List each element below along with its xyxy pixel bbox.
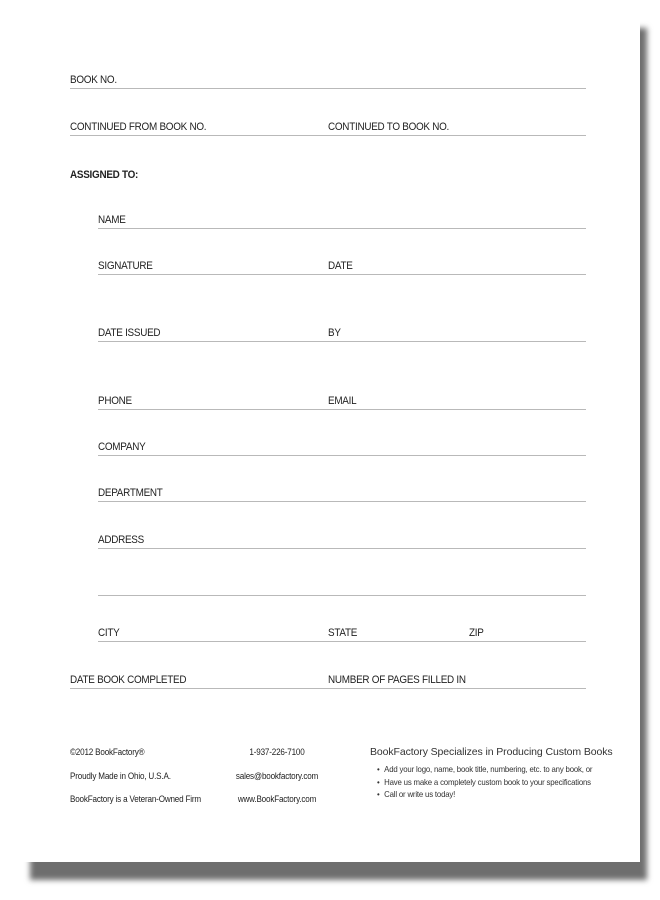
veteran-text: BookFactory is a Veteran-Owned Firm: [70, 794, 202, 804]
by-label: BY: [328, 327, 341, 339]
promo-list: [377, 763, 611, 801]
address-label: ADDRESS: [98, 534, 144, 546]
name-label: NAME: [98, 214, 126, 226]
phone-label: PHONE: [98, 395, 132, 407]
continued-from-field[interactable]: [70, 115, 586, 136]
book-no-label: BOOK NO.: [70, 74, 117, 86]
name-field[interactable]: [98, 208, 586, 229]
copyright-text: ©2012 BookFactory®: [70, 747, 145, 757]
date-issued-field[interactable]: [98, 321, 586, 342]
footer-email[interactable]: sales@bookfactory.com: [235, 771, 319, 781]
promo-item: • Have us make a completely custom book to your specifications: [377, 776, 592, 789]
promo-item: • Add your logo, name, book title, numbering, etc. to any book, or: [377, 763, 592, 776]
company-label: COMPANY: [98, 441, 146, 453]
phone-field[interactable]: [98, 389, 586, 410]
department-field[interactable]: [98, 481, 586, 502]
date-completed-field[interactable]: [70, 668, 586, 689]
footer-phone: 1-937-226-7100: [249, 747, 305, 757]
form-page: [22, 20, 640, 862]
signature-label: SIGNATURE: [98, 260, 153, 272]
footer-website[interactable]: www.BookFactory.com: [237, 794, 317, 804]
date-issued-label: DATE ISSUED: [98, 327, 161, 339]
zip-label: ZIP: [469, 627, 484, 639]
address-field[interactable]: [98, 528, 586, 549]
continued-from-label: CONTINUED FROM BOOK NO.: [70, 121, 207, 133]
promo-title: BookFactory Specializes in Producing Custom Books: [370, 746, 613, 758]
department-label: DEPARTMENT: [98, 487, 163, 499]
assigned-to-heading: ASSIGNED TO:: [70, 169, 139, 181]
state-label: STATE: [328, 627, 358, 639]
book-no-field[interactable]: [70, 68, 586, 89]
continued-to-label: CONTINUED TO BOOK NO.: [328, 121, 450, 133]
city-field[interactable]: [98, 621, 586, 642]
company-field[interactable]: [98, 435, 586, 456]
pages-filled-label: NUMBER OF PAGES FILLED IN: [328, 674, 466, 686]
made-in-text: Proudly Made in Ohio, U.S.A.: [70, 771, 171, 781]
email-label: EMAIL: [328, 395, 357, 407]
date-label: DATE: [328, 260, 353, 272]
date-completed-label: DATE BOOK COMPLETED: [70, 674, 187, 686]
promo-item: • Call or write us today!: [377, 788, 592, 801]
signature-field[interactable]: [98, 254, 586, 275]
city-label: CITY: [98, 627, 120, 639]
address-line-2-field[interactable]: [98, 575, 586, 596]
